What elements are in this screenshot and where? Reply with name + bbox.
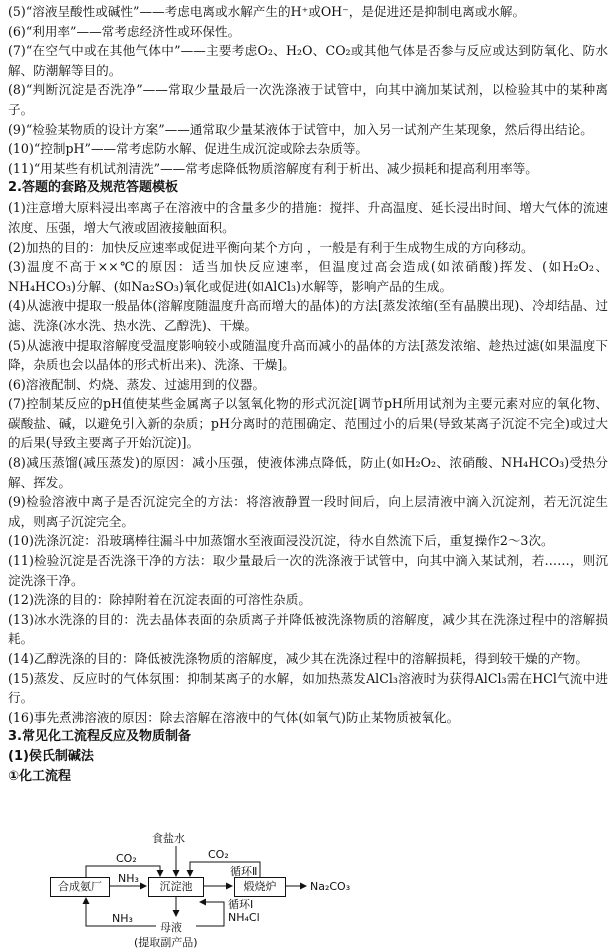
list-item: (16)事先煮沸溶液的原因：除去溶解在溶液中的气体(如氧气)防止某物质被氧化。 — [8, 709, 460, 725]
list-item: (9)检验溶液中离子是否沉淀完全的方法：将溶液静置一段时间后，向上层清液中滴入沉淀剂，若无沉淀生成，则离子沉淀完全。 — [8, 494, 608, 529]
list-item: (11)检验沉淀是否洗涤干净的方法：取少量最后一次的洗涤液于试管中，向其中滴入某试剂，若……，则沉淀洗涤干净。 — [8, 553, 608, 588]
paragraph: (11)“用某些有机试剂清洗”——常考虑降低物质溶解度有利于析出、减少损耗和提高利用率等。 — [8, 160, 538, 176]
subsection-heading: (1)侯氏制碱法 — [8, 749, 94, 765]
list-item: (4)从滤液中提取一般晶体(溶解度随温度升高而增大的晶体)的方法[蒸发浓缩(至有晶膜出现)、冷却结晶、过滤、洗涤(冰水洗、热水洗、乙醇洗)、干燥。 — [8, 298, 608, 333]
label-cycle-1: 循环Ⅰ — [228, 898, 254, 911]
label-byproduct: (提取副产品) — [134, 936, 198, 949]
list-item: (3)温度不高于××℃的原因：适当加快反应速率，但温度过高会造成(如浓硝酸)挥发、(如H₂O₂、NH₄HCO₃)分解、(如Na₂SO₃)氧化或促进(如AlCl₃)水解等，影响产品的生成。 — [8, 259, 608, 294]
box-calciner: 煅烧炉 — [234, 877, 286, 897]
list-item: (12)洗涤的目的：除掉附着在沉淀表面的可溶性杂质。 — [8, 592, 311, 608]
label-co2-left: CO₂ — [116, 852, 137, 865]
list-item: (15)蒸发、反应时的气体氛围：抑制某离子的水解，如加热蒸发AlCl₃溶液时为获得AlCl₃需在HCl气流中进行。 — [8, 670, 608, 706]
list-item: (6)溶液配制、灼烧、蒸发、过滤用到的仪器。 — [8, 376, 266, 392]
label-co2-right: CO₂ — [208, 848, 229, 861]
label-cycle-2: 循环Ⅱ — [230, 865, 258, 878]
list-item: (8)减压蒸馏(减压蒸发)的原因：减小压强，使液体沸点降低，防止(如H₂O₂、浓硝酸、NH₄HCO₃)受热分解、挥发。 — [8, 455, 608, 490]
list-item: (2)加热的目的：加快反应速率或促进平衡向某个方向 ，一般是有利于生成物生成的方向移动。 — [8, 239, 534, 255]
label-nh4cl: NH₄Cl — [228, 911, 260, 924]
paragraph: (9)“检验某物质的设计方案”——通常取少量某液体于试管中，加入另一试剂产生某现象，然后得出结论。 — [8, 121, 593, 137]
flow-arrows — [0, 766, 600, 950]
process-flow-diagram — [0, 766, 600, 950]
list-item: (5)从滤液中提取溶解度受温度影响较小或随温度升高而减小的晶体的方法[蒸发浓缩、趁热过滤(如果温度下降，杂质也会以晶体的形式析出来)、洗涤、干燥]。 — [8, 337, 608, 373]
list-item: (14)乙醇洗涤的目的：降低被洗涤物质的溶解度，减少其在洗涤过程中的溶解损耗，得到较干燥的产物。 — [8, 651, 588, 666]
intro-list — [8, 2, 608, 178]
paragraph: (5)“溶液呈酸性或碱性”——考虑电离或水解产生的H⁺或OH⁻，是促进还是抑制电离或水解。 — [8, 4, 526, 19]
arrow-cycle-1 — [196, 902, 224, 926]
answer-template-list — [8, 198, 608, 727]
label-product: Na₂CO₃ — [310, 880, 351, 893]
label-nh3-bottom: NH₃ — [112, 912, 133, 925]
subsection-heading: ①化工流程 — [8, 769, 72, 785]
paragraph: (10)“控制pH”——常考虑防水解、促进生成沉淀或除去杂质等。 — [8, 141, 369, 157]
paragraph: (7)“在空气中或在其他气体中”——主要考虑O₂、H₂O、CO₂或其他气体是否参与反应或达到防氧化、防水解、防潮解等目的。 — [8, 43, 608, 78]
paragraph: (6)“利用率”——常考虑经济性或环保性。 — [8, 23, 241, 39]
label-nh3-top: NH₃ — [118, 872, 139, 885]
paragraph: (8)“判断沉淀是否洗净”——常取少量最后一次洗涤液于试管中，向其中滴加某试剂，以检验其中的某种离子。 — [8, 82, 608, 117]
section-heading: 3.常见化工流程反应及物质制备 — [8, 729, 191, 745]
label-mother-liquor: 母液 — [160, 921, 182, 934]
box-precipitation-tank: 沉淀池 — [148, 877, 204, 897]
list-item: (1)注意增大原料浸出率离子在溶液中的含量多少的措施：搅拌、升高温度、延长浸出时间、增大气体的流速浓度、压强，增大气液或固液接触面积。 — [8, 200, 608, 235]
document-page — [8, 2, 608, 787]
list-item: (7)控制某反应的pH值使某些金属离子以氢氧化物的形式沉淀[调节pH所用试剂为主要元素对应的氧化物、碳酸盐、碱，以避免引入新的杂质；pH分离时的范围确定、范围过小的后果(导致某离子沉淀不完全)或过大的后果(导致主要离子开始沉淀)]。 — [8, 396, 608, 451]
list-item: (10)洗涤沉淀：沿玻璃棒往漏斗中加蒸馏水至液面浸没沉淀，待水自然流下后，重复操作2～3次。 — [8, 533, 554, 549]
box-synthesis-plant: 合成氨厂 — [50, 877, 110, 897]
list-item: (13)冰水洗涤的目的：洗去晶体表面的杂质离子并降低被洗涤物质的溶解度，减少其在洗涤过程中的溶解损耗。 — [8, 611, 608, 647]
section-heading: 2.答题的套路及规范答题模板 — [8, 180, 178, 196]
label-salt-water: 食盐水 — [152, 832, 185, 845]
